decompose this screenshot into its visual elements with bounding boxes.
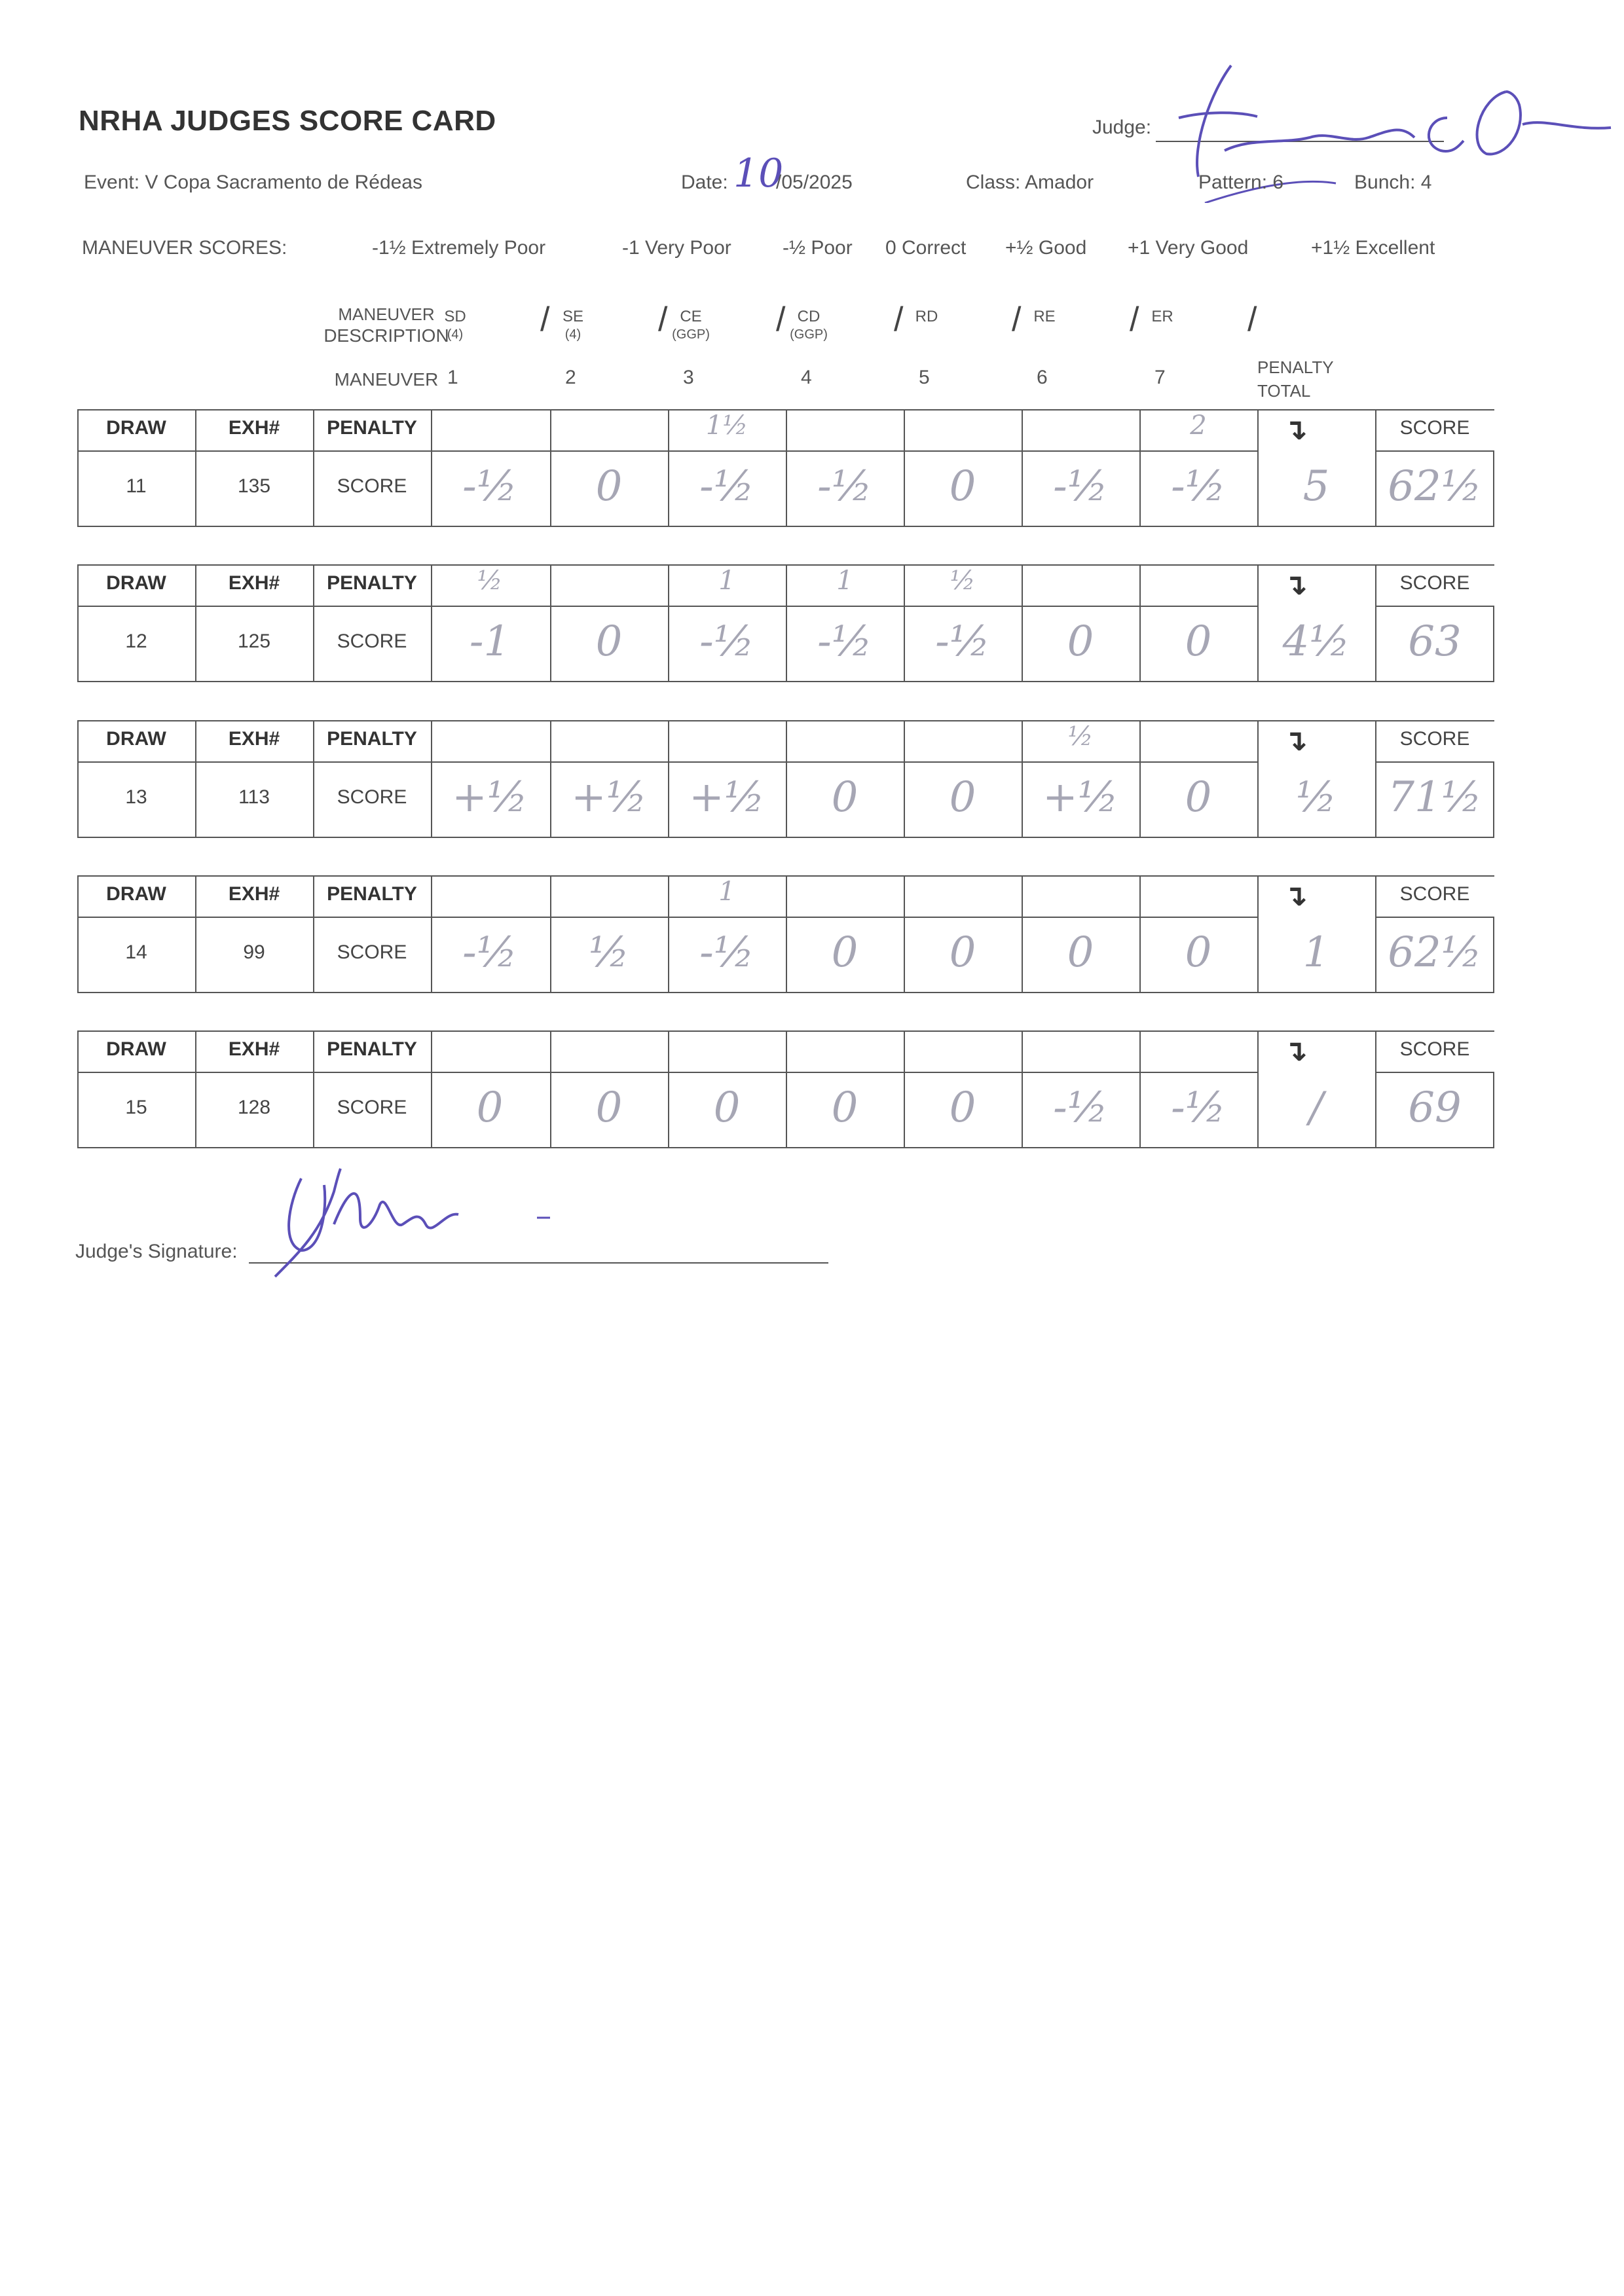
maneuver-penalty: ½ bbox=[477, 566, 503, 596]
rule bbox=[1375, 875, 1494, 877]
event-label: Event: bbox=[84, 172, 140, 193]
draw-number: 12 bbox=[125, 630, 147, 652]
maneuver-number: 2 bbox=[565, 367, 576, 388]
draw-header: DRAW bbox=[106, 572, 166, 594]
penalty-total: 1 bbox=[1302, 928, 1330, 977]
maneuver-penalty: 1½ bbox=[705, 410, 748, 441]
maneuver-score: 0 bbox=[595, 617, 623, 666]
maneuver-code bbox=[396, 308, 514, 342]
maneuver-score: 0 bbox=[1067, 928, 1094, 977]
draw-header: DRAW bbox=[106, 728, 166, 750]
exhibitor-number: 99 bbox=[243, 941, 265, 963]
penalty-arrow-icon: ↴ bbox=[1283, 414, 1308, 446]
penalty-header: PENALTY bbox=[327, 417, 417, 439]
scale-label: MANEUVER SCORES: bbox=[82, 237, 287, 259]
draw-number: 14 bbox=[125, 941, 147, 963]
maneuver-number: 5 bbox=[919, 367, 930, 388]
maneuver-description-label: MANEUVER DESCRIPTION bbox=[323, 304, 449, 346]
score-row-label: SCORE bbox=[337, 941, 407, 963]
score-row-label: SCORE bbox=[337, 786, 407, 808]
rule bbox=[1375, 917, 1494, 918]
final-score: 62½ bbox=[1388, 462, 1482, 511]
score-header: SCORE bbox=[1399, 417, 1470, 439]
scale-item: +½ Good bbox=[1005, 237, 1087, 259]
maneuver-code bbox=[986, 308, 1103, 327]
exh-header: EXH# bbox=[228, 417, 280, 439]
class-label: Class: bbox=[966, 172, 1021, 193]
maneuver-score: -½ bbox=[935, 617, 990, 666]
event-field bbox=[84, 172, 422, 194]
signature-label: Judge's Signature: bbox=[75, 1241, 238, 1262]
rule bbox=[77, 450, 1257, 452]
entry-block bbox=[77, 409, 1526, 527]
scale-item: +1 Very Good bbox=[1128, 237, 1249, 259]
maneuver-score: 0 bbox=[595, 1084, 623, 1132]
maneuver-score: -½ bbox=[1171, 462, 1226, 511]
exhibitor-number: 113 bbox=[238, 786, 270, 808]
maneuver-score: 0 bbox=[1185, 928, 1212, 977]
maneuver-score: -½ bbox=[817, 617, 872, 666]
entry-block bbox=[77, 1030, 1526, 1148]
maneuver-code-text: CE bbox=[680, 308, 702, 325]
rule bbox=[77, 606, 1257, 607]
rule bbox=[1375, 1072, 1494, 1073]
maneuver-score: -1 bbox=[469, 617, 511, 666]
maneuver-separator: / bbox=[540, 301, 550, 338]
maneuver-code bbox=[632, 308, 750, 342]
date-label: Date: bbox=[681, 172, 728, 193]
maneuver-score: +½ bbox=[452, 773, 528, 822]
maneuver-score: 0 bbox=[831, 1084, 858, 1132]
date-day: 10 bbox=[733, 151, 784, 196]
scale-item: -½ Poor bbox=[783, 237, 853, 259]
rule bbox=[1375, 720, 1494, 721]
maneuver-number: 1 bbox=[447, 367, 458, 388]
rule bbox=[1375, 1030, 1494, 1032]
maneuver-code-text: RD bbox=[915, 308, 938, 325]
maneuver-separator: / bbox=[776, 301, 786, 338]
maneuver-code-sub: (4) bbox=[564, 327, 581, 342]
final-score: 69 bbox=[1408, 1084, 1462, 1132]
exhibitor-number: 135 bbox=[237, 475, 271, 497]
maneuver-number: 3 bbox=[683, 367, 694, 388]
penalty-total: ½ bbox=[1295, 773, 1337, 822]
draw-number: 13 bbox=[125, 786, 147, 808]
draw-number: 11 bbox=[126, 475, 147, 497]
draw-number: 15 bbox=[125, 1097, 147, 1118]
rule bbox=[77, 1030, 1375, 1032]
maneuver-score: 0 bbox=[949, 773, 976, 822]
penalty-total-label: PENALTY TOTAL bbox=[1257, 357, 1334, 401]
maneuver-penalty: 2 bbox=[1190, 410, 1207, 441]
card-title: NRHA JUDGES SCORE CARD bbox=[79, 105, 496, 137]
maneuver-penalty: 1 bbox=[718, 877, 735, 907]
judge-label: Judge: bbox=[1092, 117, 1152, 138]
maneuver-code-text: SE bbox=[562, 308, 583, 325]
penalty-arrow-icon: ↴ bbox=[1283, 1035, 1308, 1067]
maneuver-code bbox=[750, 308, 868, 342]
maneuver-separator: / bbox=[894, 301, 904, 338]
exh-header: EXH# bbox=[228, 883, 280, 905]
maneuver-penalty: 1 bbox=[836, 566, 853, 596]
pattern-field bbox=[1198, 172, 1283, 194]
penalty-header: PENALTY bbox=[327, 1038, 417, 1060]
rule bbox=[1375, 409, 1494, 410]
rule bbox=[77, 1072, 1257, 1073]
scale-item: +1½ Excellent bbox=[1311, 237, 1435, 259]
bunch-field bbox=[1354, 172, 1431, 194]
rule bbox=[77, 720, 1375, 721]
maneuver-code bbox=[1103, 308, 1221, 327]
rule bbox=[1375, 761, 1494, 763]
maneuver-score: 0 bbox=[1185, 773, 1212, 822]
exhibitor-number: 125 bbox=[237, 630, 271, 652]
maneuver-number: 7 bbox=[1154, 367, 1166, 388]
maneuver-score: 0 bbox=[949, 462, 976, 511]
maneuver-score: -½ bbox=[699, 462, 754, 511]
maneuver-penalty: ½ bbox=[950, 566, 976, 596]
exh-header: EXH# bbox=[228, 1038, 280, 1060]
exhibitor-number: 128 bbox=[237, 1097, 271, 1118]
score-header: SCORE bbox=[1399, 1038, 1470, 1060]
maneuver-code-text: RE bbox=[1033, 308, 1056, 325]
rule bbox=[1375, 450, 1494, 452]
maneuver-code-text: SD bbox=[444, 308, 466, 325]
entry-block bbox=[77, 875, 1526, 993]
maneuver-code-text: ER bbox=[1151, 308, 1173, 325]
maneuver-code-sub: (GGP) bbox=[672, 327, 710, 342]
penalty-header: PENALTY bbox=[327, 728, 417, 750]
exh-header: EXH# bbox=[228, 728, 280, 750]
maneuver-code bbox=[868, 308, 986, 327]
maneuver-code-sub: (GGP) bbox=[790, 327, 828, 342]
draw-header: DRAW bbox=[106, 417, 166, 439]
maneuver-score: 0 bbox=[949, 928, 976, 977]
penalty-total: 4½ bbox=[1282, 617, 1350, 666]
maneuver-score: -½ bbox=[1053, 462, 1108, 511]
judge-signature-mark bbox=[262, 1152, 563, 1296]
bunch-value: 4 bbox=[1420, 172, 1432, 193]
maneuver-separator: / bbox=[1012, 301, 1022, 338]
maneuver-score: 0 bbox=[1067, 617, 1094, 666]
score-header: SCORE bbox=[1399, 572, 1470, 594]
maneuver-score: -½ bbox=[817, 462, 872, 511]
date-rest: /05/2025 bbox=[776, 172, 853, 193]
score-row-label: SCORE bbox=[337, 475, 407, 497]
maneuver-score: 0 bbox=[595, 462, 623, 511]
maneuver-score: -½ bbox=[462, 462, 517, 511]
final-score: 62½ bbox=[1388, 928, 1482, 977]
maneuver-score: ½ bbox=[588, 928, 630, 977]
maneuver-score: -½ bbox=[699, 617, 754, 666]
score-header: SCORE bbox=[1399, 883, 1470, 905]
maneuver-score: -½ bbox=[462, 928, 517, 977]
scale-item: 0 Correct bbox=[885, 237, 967, 259]
maneuver-score: +½ bbox=[1043, 773, 1118, 822]
draw-header: DRAW bbox=[106, 883, 166, 905]
rule bbox=[1375, 564, 1494, 566]
entry-block bbox=[77, 720, 1526, 838]
penalty-total: 5 bbox=[1302, 462, 1330, 511]
final-score: 71½ bbox=[1388, 773, 1482, 822]
penalty-arrow-icon: ↴ bbox=[1283, 880, 1308, 912]
maneuver-score: +½ bbox=[689, 773, 765, 822]
rule bbox=[77, 761, 1257, 763]
pattern-value: 6 bbox=[1272, 172, 1284, 193]
scale-item: -1½ Extremely Poor bbox=[372, 237, 546, 259]
class-value: Amador bbox=[1025, 172, 1094, 193]
maneuver-code-text: CD bbox=[797, 308, 821, 325]
maneuver-score: -½ bbox=[1053, 1084, 1108, 1132]
maneuver-score: 0 bbox=[949, 1084, 976, 1132]
score-row-label: SCORE bbox=[337, 630, 407, 652]
maneuver-penalty: ½ bbox=[1067, 721, 1094, 752]
penalty-header: PENALTY bbox=[327, 883, 417, 905]
maneuver-number-label: MANEUVER bbox=[334, 369, 439, 390]
maneuver-number: 4 bbox=[801, 367, 812, 388]
maneuver-code bbox=[514, 308, 632, 342]
penalty-arrow-icon: ↴ bbox=[1283, 725, 1308, 757]
maneuver-score: 0 bbox=[476, 1084, 504, 1132]
maneuver-score: -½ bbox=[699, 928, 754, 977]
class-field bbox=[966, 172, 1094, 194]
maneuver-score: 0 bbox=[1185, 617, 1212, 666]
score-row-label: SCORE bbox=[337, 1097, 407, 1118]
exh-header: EXH# bbox=[228, 572, 280, 594]
maneuver-score: +½ bbox=[571, 773, 647, 822]
scale-item: -1 Very Poor bbox=[622, 237, 731, 259]
maneuver-penalty: 1 bbox=[718, 566, 735, 596]
entry-block bbox=[77, 564, 1526, 682]
rule bbox=[77, 917, 1257, 918]
penalty-header: PENALTY bbox=[327, 572, 417, 594]
maneuver-separator: / bbox=[658, 301, 668, 338]
bunch-label: Bunch: bbox=[1354, 172, 1416, 193]
final-score: 63 bbox=[1408, 617, 1462, 666]
maneuver-score: 0 bbox=[831, 773, 858, 822]
pattern-label: Pattern: bbox=[1198, 172, 1268, 193]
rule bbox=[1375, 606, 1494, 607]
draw-header: DRAW bbox=[106, 1038, 166, 1060]
maneuver-separator: / bbox=[1130, 301, 1139, 338]
maneuver-code-sub: (4) bbox=[447, 327, 464, 342]
maneuver-score: -½ bbox=[1171, 1084, 1226, 1132]
score-header: SCORE bbox=[1399, 728, 1470, 750]
maneuver-number: 6 bbox=[1037, 367, 1048, 388]
penalty-total: / bbox=[1309, 1084, 1323, 1132]
maneuver-score: 0 bbox=[713, 1084, 741, 1132]
maneuver-separator: / bbox=[1247, 301, 1257, 338]
penalty-arrow-icon: ↴ bbox=[1283, 569, 1308, 601]
scores-scale bbox=[0, 237, 1624, 270]
event-name: V Copa Sacramento de Rédeas bbox=[145, 172, 422, 193]
maneuver-score: 0 bbox=[831, 928, 858, 977]
